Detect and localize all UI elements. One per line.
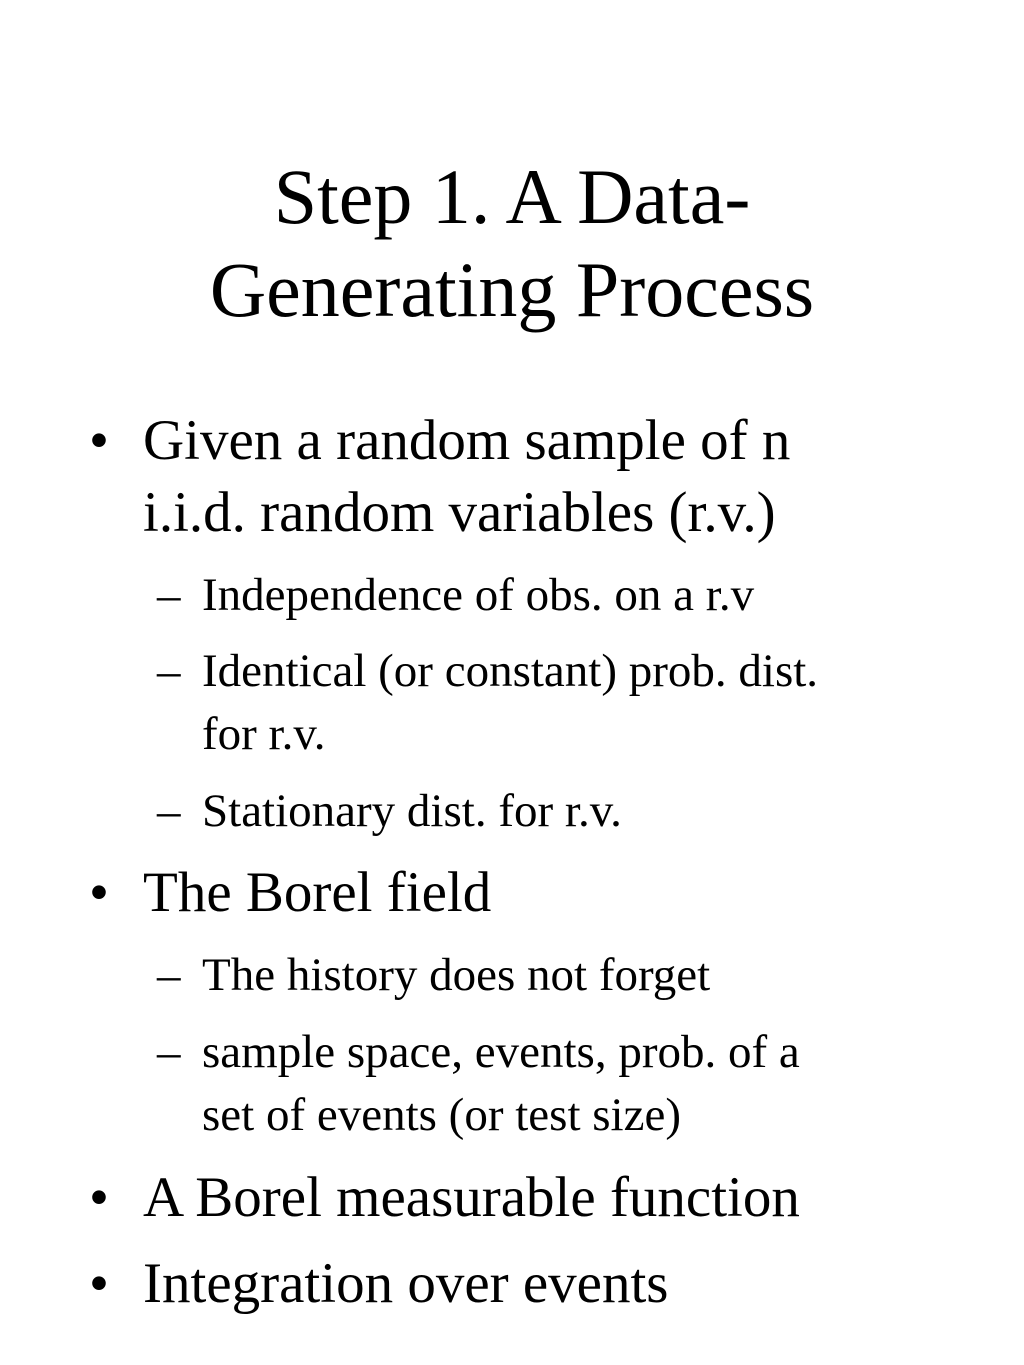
sub-bullet-marker: –: [157, 949, 181, 1001]
bullet-4-line-1: Integration over events: [143, 1252, 669, 1315]
sub-bullet-1-3: Stationary dist. for r.v.: [202, 785, 622, 837]
sub-bullet-marker: –: [157, 645, 181, 697]
sub-bullet-2-2-line-1: sample space, events, prob. of a: [202, 1026, 800, 1078]
slide-title-line-1: Step 1. A Data-: [273, 153, 751, 240]
bullet-marker: •: [89, 409, 109, 472]
bullet-marker: •: [89, 861, 109, 924]
bullet-2-line-1: The Borel field: [143, 861, 492, 924]
sub-bullet-1-2-line-2: for r.v.: [202, 708, 326, 760]
slide-title-line-2: Generating Process: [209, 246, 815, 333]
bullet-1-line-2: i.i.d. random variables (r.v.): [143, 481, 776, 544]
sub-bullet-marker: –: [157, 569, 181, 621]
sub-bullet-2-2-line-2: set of events (or test size): [202, 1089, 681, 1141]
sub-bullet-1-1: Independence of obs. on a r.v: [202, 569, 755, 621]
bullet-3-line-1: A Borel measurable function: [143, 1166, 800, 1229]
bullet-marker: •: [89, 1166, 109, 1229]
bullet-1-line-1: Given a random sample of n: [143, 409, 791, 472]
sub-bullet-marker: –: [157, 1026, 181, 1078]
sub-bullet-marker: –: [157, 785, 181, 837]
slide-title: [60, 150, 964, 336]
sub-bullet-1-2-line-1: Identical (or constant) prob. dist.: [202, 645, 819, 697]
sub-bullet-2-1: The history does not forget: [202, 949, 711, 1001]
bullet-marker: •: [89, 1252, 109, 1315]
